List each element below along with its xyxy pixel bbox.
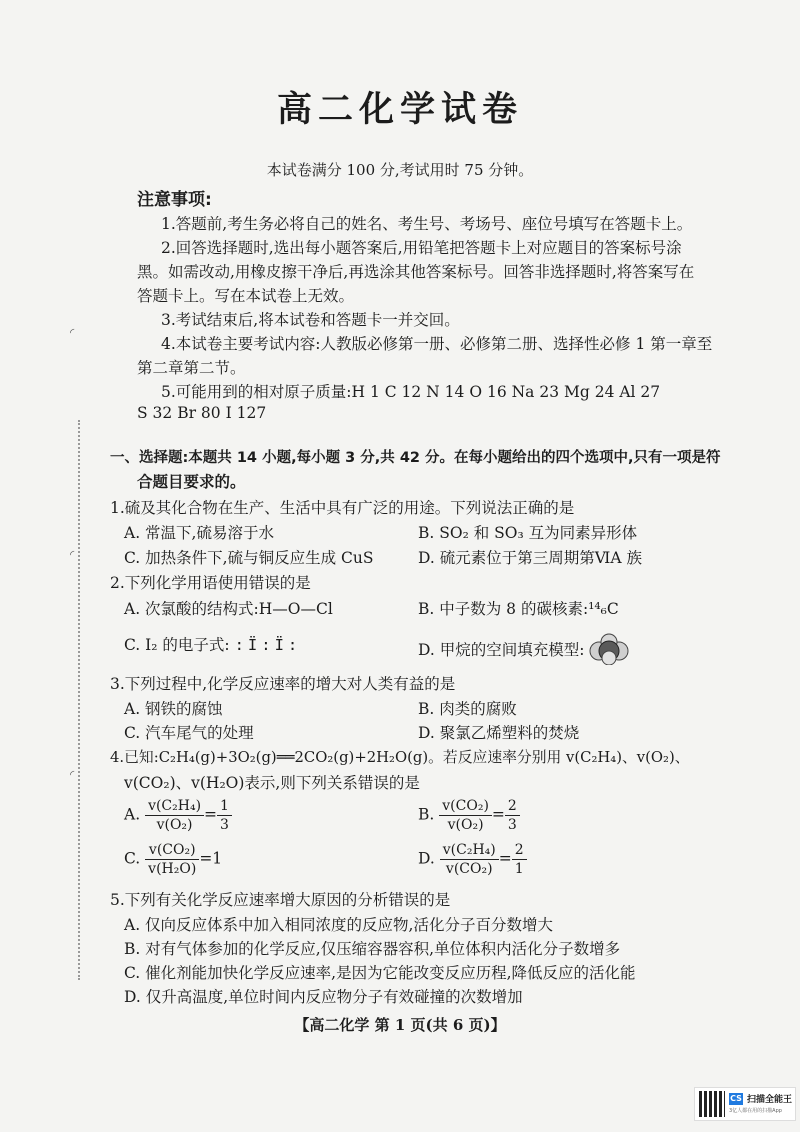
q1-option-c: C. 加热条件下,硫与铜反应生成 CuS	[124, 549, 374, 567]
q2-option-b	[418, 597, 619, 619]
margin-mark: ◜	[70, 768, 75, 781]
equals-one: =1	[199, 849, 223, 868]
q3-option-c: C. 汽车尾气的处理	[124, 724, 254, 742]
q2-option-d	[418, 633, 629, 669]
q4-option-a	[124, 797, 232, 834]
q1-option-b: B. SO₂ 和 SO₃ 互为同素异形体	[418, 524, 638, 542]
fraction-numerator: 1	[217, 797, 232, 816]
notice-item: 答题卡上。写在本试卷上无效。	[137, 287, 355, 305]
q4-option-a-label: A.	[124, 805, 141, 824]
question-2-stem: 2.下列化学用语使用错误的是	[110, 574, 311, 592]
rate-ratio-fraction	[145, 841, 199, 878]
q5-option-b: B. 对有气体参加的化学反应,仅压缩容器容积,单位体积内活化分子数增多	[124, 940, 621, 958]
fraction-numerator: 2	[505, 797, 520, 816]
q1-option-a: A. 常温下,硫易溶于水	[124, 524, 274, 542]
ratio-value-fraction	[512, 841, 527, 878]
fraction-denominator: v(H₂O)	[148, 861, 197, 877]
q3-option-b: B. 肉类的腐败	[418, 700, 517, 718]
camscanner-logo: CS	[730, 1094, 742, 1103]
fraction-numerator: v(C₂H₄)	[145, 797, 204, 816]
q2-option-d-text: D. 甲烷的空间填充模型:	[418, 641, 585, 659]
q5-option-c: C. 催化剂能加快化学反应速率,是因为它能改变反应历程,降低反应的活化能	[124, 964, 636, 982]
rate-ratio-fraction	[440, 841, 499, 878]
notice-item: 3.考试结束后,将本试卷和答题卡一并交回。	[161, 311, 460, 329]
binding-margin-line	[78, 420, 80, 980]
notice-item: 黑。如需改动,用橡皮擦干净后,再选涂其他答案标号。回答非选择题时,将答案写在	[137, 263, 695, 281]
margin-mark: ◜	[70, 326, 75, 339]
fraction-numerator: v(C₂H₄)	[440, 841, 499, 860]
question-1-stem: 1.硫及其化合物在生产、生活中具有广泛的用途。下列说法正确的是	[110, 499, 575, 517]
q4-option-b	[418, 797, 520, 834]
margin-mark: ◜	[70, 548, 75, 561]
q3-option-a: A. 钢铁的腐蚀	[124, 700, 223, 718]
notice-item: 4.本试卷主要考试内容:人教版必修第一册、必修第二册、选择性必修 1 第一章至	[161, 335, 713, 353]
question-4-stem: 4.已知:C₂H₄(g)+3O₂(g)══2CO₂(g)+2H₂O(g)。若反应速率分别用 v(C₂H₄)、v(O₂)、	[110, 749, 690, 766]
fraction-denominator: v(CO₂)	[445, 861, 493, 877]
scanner-watermark	[694, 1087, 796, 1121]
methane-space-filling-model-icon	[589, 633, 629, 669]
q2-option-b-text: B. 中子数为 8 的碳核素:	[418, 600, 589, 618]
question-4-stem-cont: v(CO₂)、v(H₂O)表示,则下列关系错误的是	[124, 774, 420, 792]
fraction-denominator: 3	[220, 817, 229, 833]
q4-option-c-label: C.	[124, 849, 141, 868]
q4-option-d-label: D.	[418, 849, 435, 868]
q2-option-a: A. 次氯酸的结构式:H—O—Cl	[124, 600, 333, 618]
scanner-subtitle: 3亿人都在用的扫描App	[729, 1108, 782, 1114]
carbon-nuclide: ¹⁴₆C	[588, 600, 619, 618]
page-footer: 【高二化学 第 1 页(共 6 页)】	[294, 1016, 506, 1034]
qr-code-icon	[699, 1091, 725, 1117]
q4-option-d	[418, 841, 527, 878]
fraction-denominator: v(O₂)	[447, 817, 484, 833]
question-5-stem: 5.下列有关化学反应速率增大原因的分析错误的是	[110, 891, 451, 909]
fraction-denominator: 3	[507, 817, 517, 833]
iodine-electron-formula: :Ï:Ï:	[234, 636, 302, 654]
fraction-numerator: 2	[512, 841, 527, 860]
notice-heading: 注意事项:	[137, 190, 212, 210]
rate-ratio-fraction	[439, 797, 492, 834]
notice-item: 1.答题前,考生务必将自己的姓名、考生号、考场号、座位号填写在答题卡上。	[161, 215, 693, 233]
fraction-denominator: 1	[514, 861, 524, 877]
ratio-value-fraction	[505, 797, 520, 834]
section-heading-cont: 合题目要求的。	[137, 473, 246, 491]
page-title: 高二化学试卷	[276, 90, 523, 130]
notice-item: 5.可能用到的相对原子质量:H 1 C 12 N 14 O 16 Na 23 Mg 24 Al 27	[161, 383, 661, 401]
exam-subtitle: 本试卷满分 100 分,考试用时 75 分钟。	[266, 161, 534, 179]
fraction-numerator: v(CO₂)	[439, 797, 492, 816]
question-3-stem: 3.下列过程中,化学反应速率的增大对人类有益的是	[110, 675, 456, 693]
rate-ratio-fraction	[145, 797, 204, 834]
q5-option-a: A. 仅向反应体系中加入相同浓度的反应物,活化分子百分数增大	[124, 916, 553, 934]
fraction-denominator: v(O₂)	[156, 817, 193, 833]
q2-option-c	[124, 633, 301, 655]
section-heading: 一、选择题:本题共 14 小题,每小题 3 分,共 42 分。在每小题给出的四个选项中,只有一项是符	[110, 450, 721, 466]
q1-option-d: D. 硫元素位于第三周期第ⅥA 族	[418, 549, 642, 567]
notice-item: S 32 Br 80 I 127	[137, 404, 267, 422]
equals-sign: =	[498, 849, 512, 868]
equals-sign: =	[491, 805, 505, 824]
q4-option-c	[124, 841, 222, 878]
q4-option-b-label: B.	[418, 805, 435, 824]
notice-item: 第二章第二节。	[137, 359, 246, 377]
ratio-value-fraction	[217, 797, 232, 834]
q2-option-c-text: C. I₂ 的电子式:	[124, 636, 230, 654]
q5-option-d: D. 仅升高温度,单位时间内反应物分子有效碰撞的次数增加	[124, 988, 523, 1006]
notice-item: 2.回答选择题时,选出每小题答案后,用铅笔把答题卡上对应题目的答案标号涂	[161, 239, 682, 257]
scanner-title: 扫描全能王	[747, 1095, 793, 1105]
equals-sign: =	[204, 805, 218, 824]
q3-option-d: D. 聚氯乙烯塑料的焚烧	[418, 724, 580, 742]
fraction-numerator: v(CO₂)	[145, 841, 199, 860]
